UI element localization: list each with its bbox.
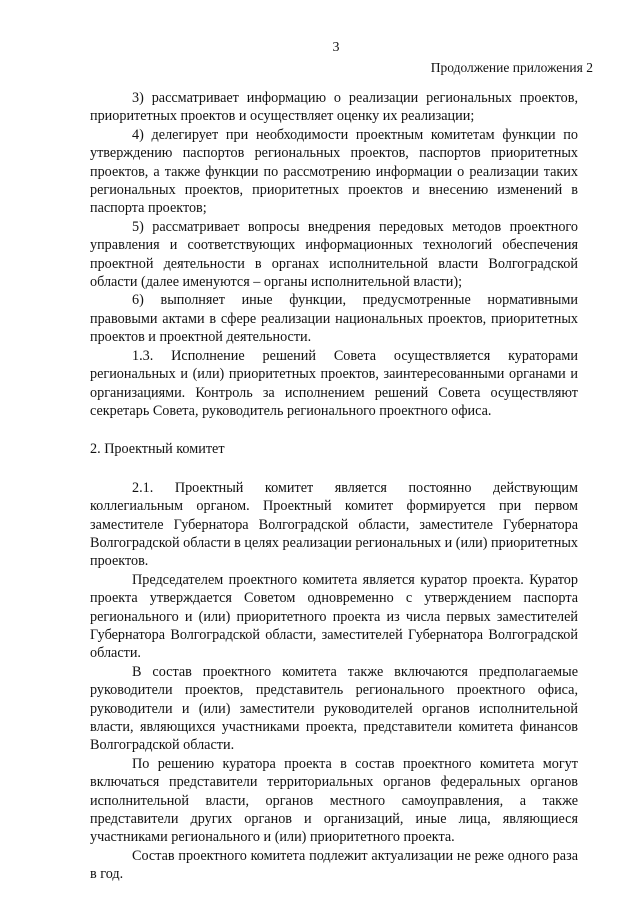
paragraph-item-4: 4) делегирует при необходимости проектным комитетам функции по утверждению паспортов региональных проектов, паспортов приоритетных проектов, а также функции по рассмотрению информации о реализации таких региональных проектов, приоритетных проектов и внесению изменений в паспорта проектов;	[90, 126, 578, 217]
paragraph-curator-decision: По решению куратора проекта в состав проектного комитета могут включаться представители территориальных органов федеральных органов исполнительной власти, органов местного самоуправления, а также представители других органов и организаций, иные лица, являющиеся участниками регионального и (или) приоритетного проекта.	[90, 755, 578, 846]
paragraph-1-3: 1.3. Исполнение решений Совета осуществляется кураторами региональных и (или) приоритетных проектов, заинтересованными органами и организациями. Контроль за исполнением решений Совета осуществляют секретарь Совета, руководитель регионального проектного офиса.	[90, 347, 578, 419]
paragraph-update: Состав проектного комитета подлежит актуализации не реже одного раза в год.	[90, 847, 578, 883]
paragraph-item-3: 3) рассматривает информацию о реализации региональных проектов, приоритетных проектов и осуществляет оценку их реализации;	[90, 90, 578, 125]
appendix-continuation-label: Продолжение приложения 2	[430, 60, 593, 75]
section-title: 2. Проектный комитет	[90, 441, 225, 458]
paragraph-composition: В состав проектного комитета также включаются предполагаемые руководители проектов, представитель регионального проектного офиса, руководители и (или) заместители руководителей органов исполнительной власти, являющихся участниками проекта, представители комитета финансов Волгоградской области.	[90, 663, 578, 754]
paragraph-item-6: 6) выполняет иные функции, предусмотренные нормативными правовыми актами в сфере реализации национальных проектов, приоритетных проектов и проектной деятельности.	[90, 292, 578, 346]
paragraph-item-5: 5) рассматривает вопросы внедрения передовых методов проектного управления и соответствующих информационных технологий обеспечения проектной деятельности в органах исполнительной власти Волгоградской области (далее именуются – органы исполнительной власти);	[90, 218, 578, 291]
paragraph-chairman: Председателем проектного комитета является куратор проекта. Куратор проекта утверждается Советом одновременно с утверждением паспорта регионального и (или) приоритетного проекта из числа первых заместителей Губернатора Волгоградской области, заместителей Губернатора Волгоградской области.	[90, 571, 578, 662]
document-body	[90, 89, 578, 884]
page-number: 3	[332, 40, 340, 55]
paragraph-2-1: 2.1. Проектный комитет является постоянно действующим коллегиальным органом. Проектный комитет формируется при первом заместителе Губернатора Волгоградской области, заместителе Губернатора Волгоградской области в целях реализации региональных и (или) приоритетных проектов.	[90, 479, 578, 570]
